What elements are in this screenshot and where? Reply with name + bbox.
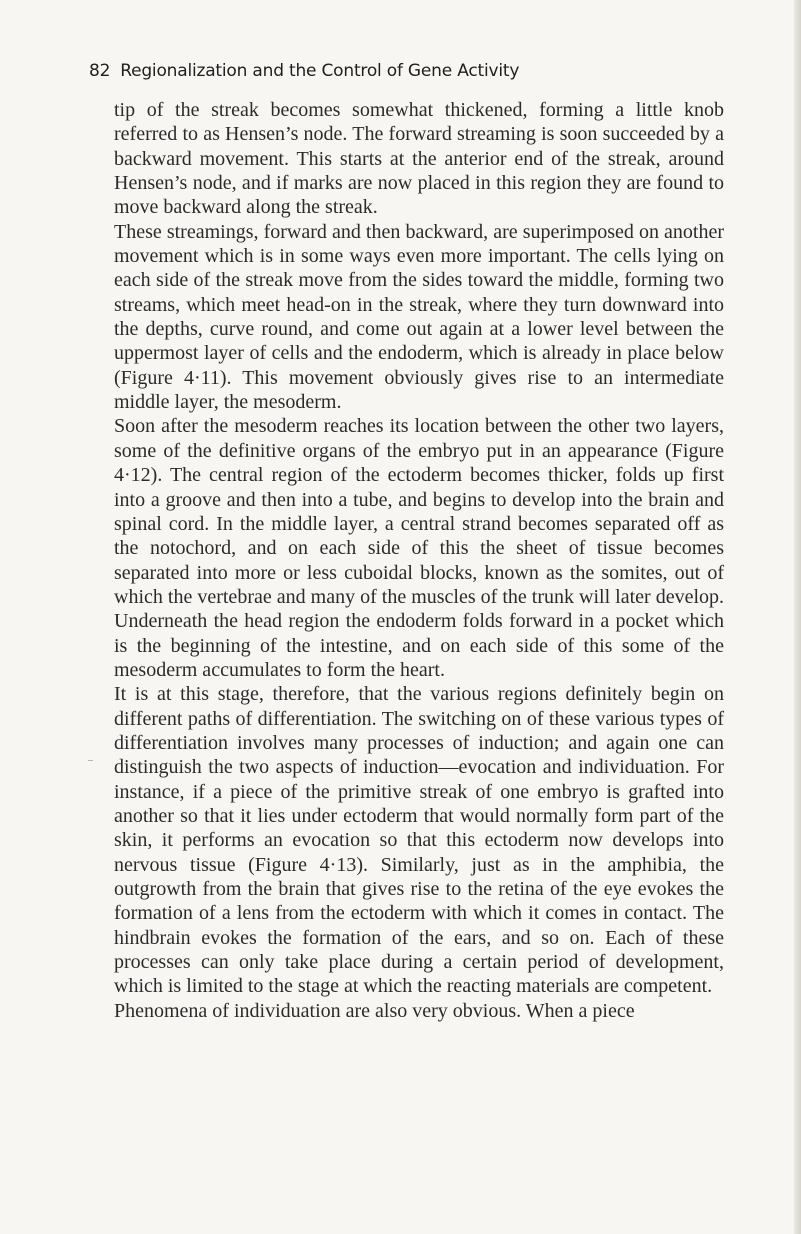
paragraph-2: These streamings, forward and then backward, are superimposed on another movement which is in some ways even more important. The cells lying on each side of the streak move from the sides toward the middle, forming two streams, which meet head-on in the streak, where they turn downward into the depths, curve round, and come out again at a lower level between the uppermost layer of cells and the endoderm, which is already in place below (Figure 4·11). This movement obviously gives rise to an intermediate middle layer, the mesoderm. <box>114 220 724 414</box>
margin-mark <box>88 760 93 761</box>
paragraph-3: Soon after the mesoderm reaches its location between the other two layers, some of the definitive organs of the embryo put in an appearance (Figure 4·12). The central region of the ectoderm becomes thicker, folds up first into a groove and then into a tube, and begins to develop into the brain and spinal cord. In the middle layer, a central strand becomes separated off as the notochord, and on each side of this the sheet of tissue becomes separated into more or less cuboidal blocks, known as the somites, out of which the vertebrae and many of the muscles of the trunk will later develop. Underneath the head region the endoderm folds forward in a pocket which is the beginning of the intestine, and on each side of this some of the mesoderm accumulates to form the heart. <box>114 415 724 681</box>
paragraph-4: It is at this stage, therefore, that the various regions definitely begin on different paths of differentiation. The switching on of these various types of differentiation involves many processes of induction; and again one can distinguish the two aspects of induction—evocation and individuation. For instance, if a piece of the primitive streak of one embryo is grafted into another so that it lies under ectoderm that would normally form part of the skin, it performs an evocation so that this ectoderm now develops into nervous tissue (Figure 4·13). Similarly, just as in the amphibia, the outgrowth from the brain that gives rise to the retina of the eye evokes the formation of a lens from the ectoderm with which it comes in contact. The hindbrain evokes the formation of the ears, and so on. Each of these processes can only take place during a certain period of development, which is limited to the stage at which the reacting materials are competent. <box>114 683 724 998</box>
page-number: 82 <box>89 61 111 81</box>
chapter-title: Regionalization and the Control of Gene Activity <box>120 61 520 81</box>
paragraph-5: Phenomena of individuation are also very obvious. When a piece <box>114 999 635 1022</box>
body-text <box>114 98 724 1023</box>
page-edge-shadow <box>794 0 801 1234</box>
paragraph-1: tip of the streak becomes somewhat thickened, forming a little knob referred to as Hensen’s node. The forward streaming is soon succeeded by a backward movement. This starts at the anterior end of the streak, around Hensen’s node, and if marks are now placed in this region they are found to move backward along the streak. <box>114 99 724 219</box>
running-head <box>89 61 519 81</box>
